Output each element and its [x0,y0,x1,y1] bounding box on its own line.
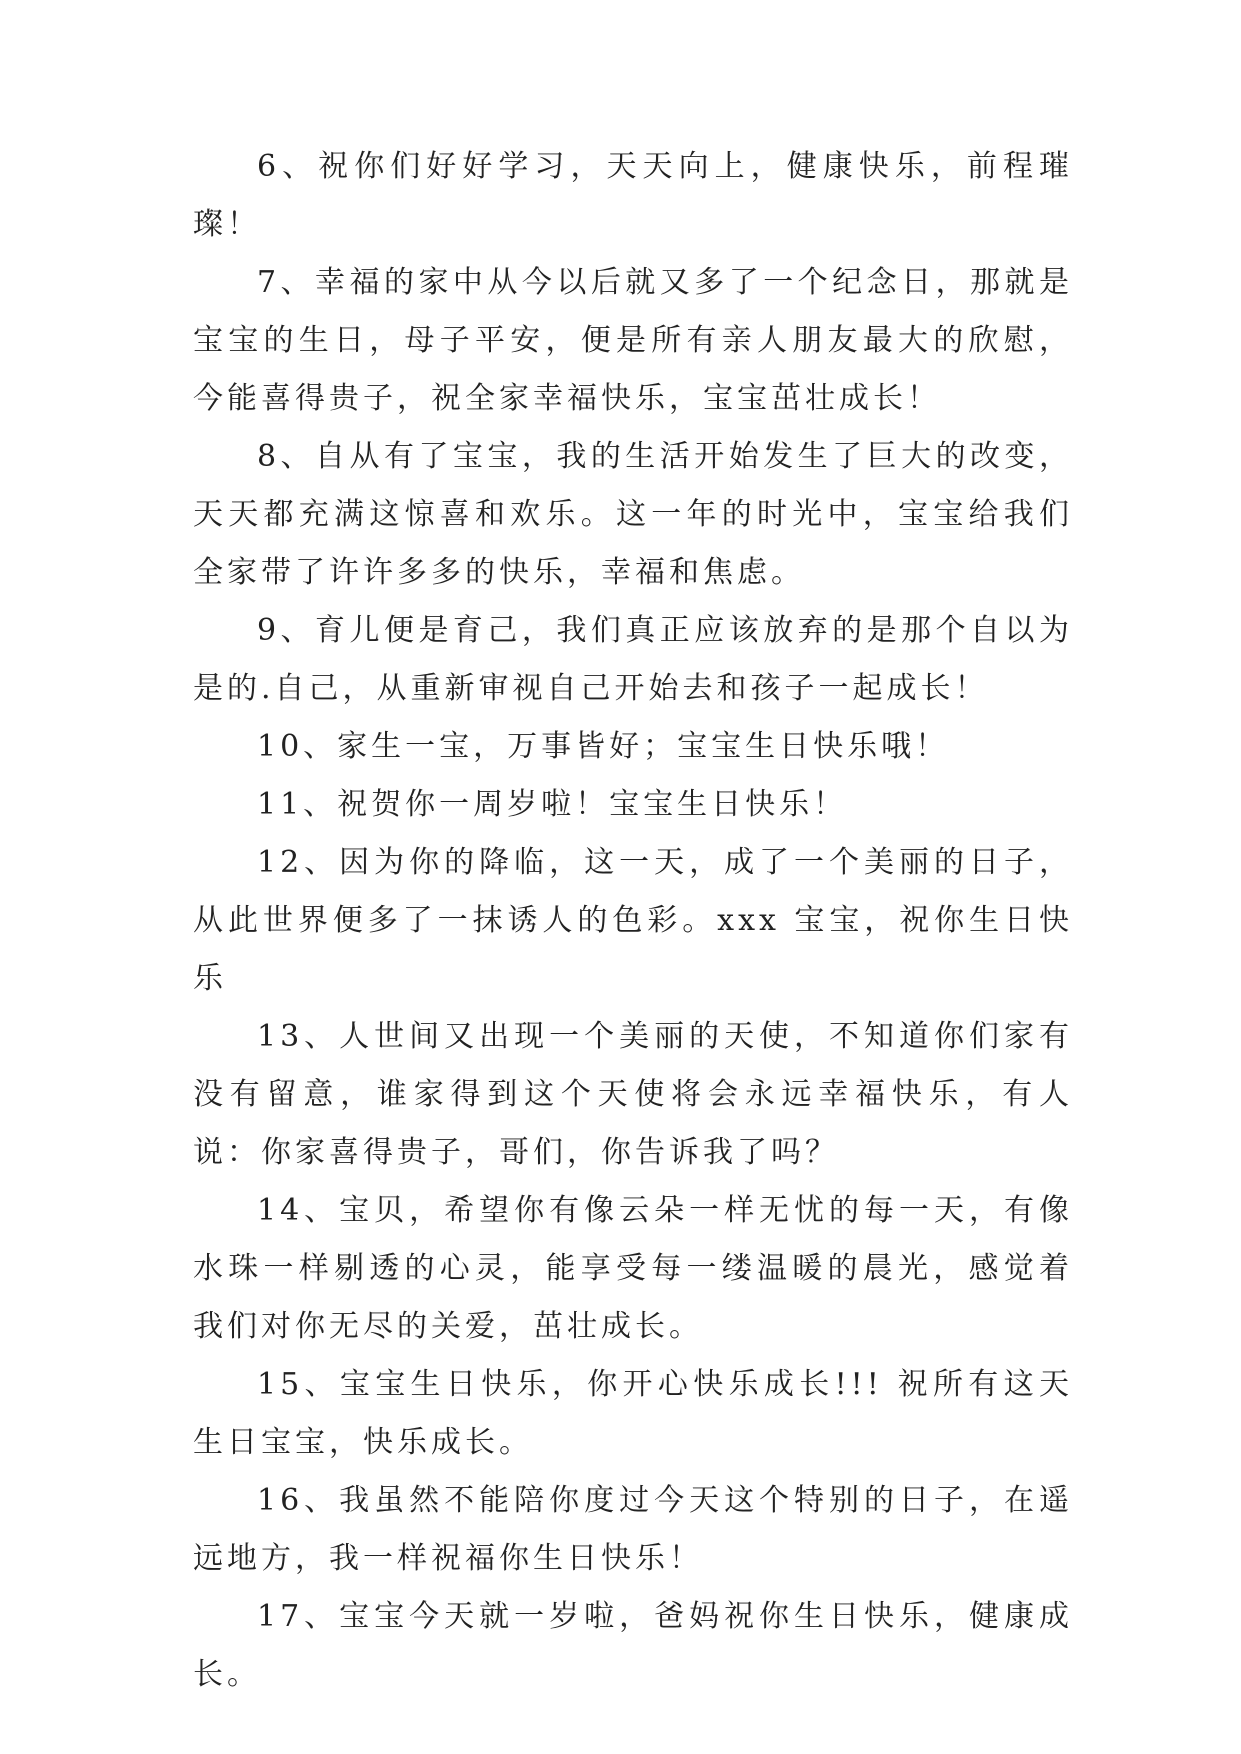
paragraph-15: 15、宝宝生日快乐，你开心快乐成长!!! 祝所有这天生日宝宝，快乐成长。 [193,1367,1073,1460]
paragraph-7: 7、幸福的家中从今以后就又多了一个纪念日，那就是宝宝的生日，母子平安，便是所有亲人朋友最大的欣慰，今能喜得贵子，祝全家幸福快乐，宝宝茁壮成长！ [193,265,1073,416]
paragraph-10: 10、家生一宝，万事皆好；宝宝生日快乐哦！ [257,729,950,764]
paragraph-9: 9、育儿便是育己，我们真正应该放弃的是那个自以为是的.自己，从重新审视自己开始去和孩子一起成长！ [193,613,1073,706]
paragraph-12: 12、因为你的降临，这一天，成了一个美丽的日子，从此世界便多了一抹诱人的色彩。xxx 宝宝，祝你生日快乐 [193,845,1073,996]
paragraph-8: 8、自从有了宝宝，我的生活开始发生了巨大的改变，天天都充满这惊喜和欢乐。这一年的时光中，宝宝给我们全家带了许许多多的快乐，幸福和焦虑。 [193,439,1073,590]
document-body [193,138,1073,1704]
paragraph-13: 13、人世间又出现一个美丽的天使，不知道你们家有没有留意，谁家得到这个天使将会永远幸福快乐，有人说：你家喜得贵子，哥们，你告诉我了吗？ [193,1019,1073,1170]
paragraph-16: 16、我虽然不能陪你度过今天这个特别的日子，在遥远地方，我一样祝福你生日快乐！ [193,1483,1073,1576]
paragraph-17: 17、宝宝今天就一岁啦，爸妈祝你生日快乐，健康成长。 [193,1599,1073,1692]
paragraph-6: 6、祝你们好好学习，天天向上，健康快乐，前程璀璨！ [193,149,1073,242]
paragraph-11: 11、祝贺你一周岁啦！宝宝生日快乐！ [257,787,848,822]
paragraph-14: 14、宝贝，希望你有像云朵一样无忧的每一天，有像水珠一样剔透的心灵，能享受每一缕温暖的晨光，感觉着我们对你无尽的关爱，茁壮成长。 [193,1193,1073,1344]
